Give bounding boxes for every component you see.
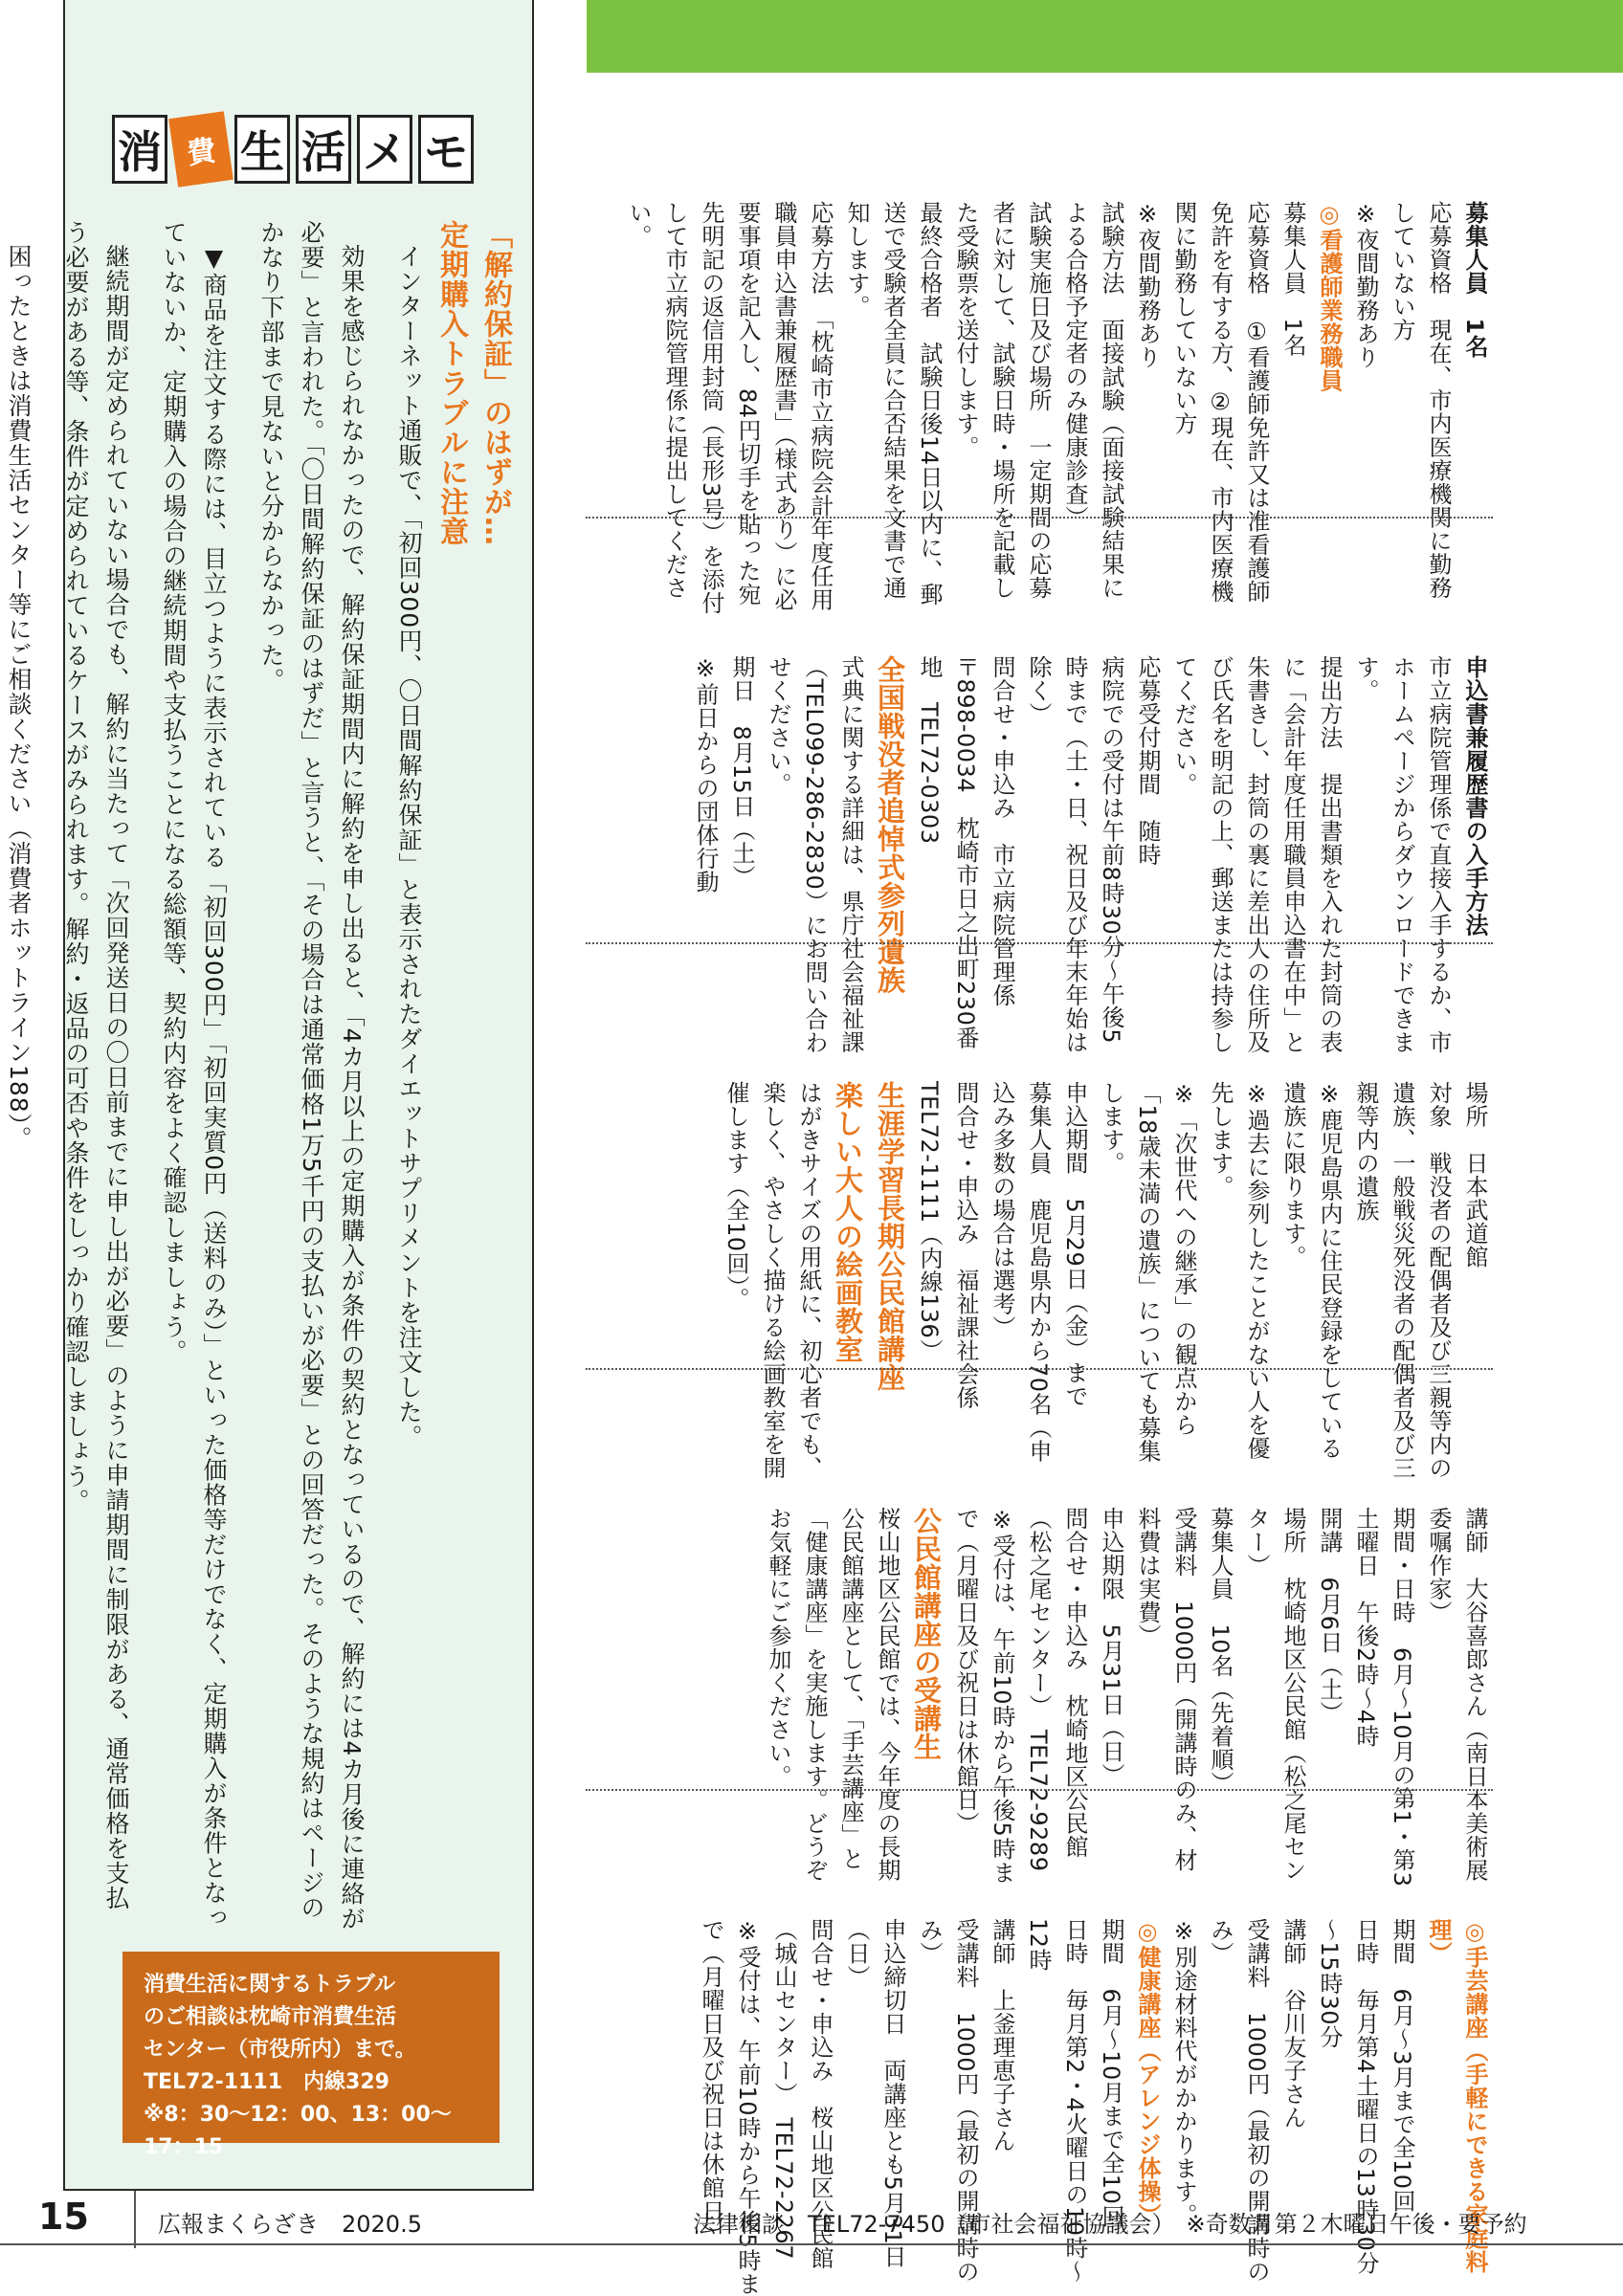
text-line: 募集人員 10名（先着順） [1207,1507,1234,1796]
text-line: 最終合格者 試験日後14日以内に、郵送で受験者全員に合否結果を文書で通知します。 [843,201,943,607]
notice-line: 消費生活に関するトラブル [144,1973,396,1997]
top-green-band [587,0,1623,73]
memorial-and-painting-section [586,1081,1493,1483]
text-line: 場所 枕崎地区公民館（松之尾センター） [1243,1507,1306,1882]
memo-headline: 「解約保証」のはずが… [478,220,512,546]
text-line: 試験方法 面接試験（面接試験結果による合格予定者のみ健康診査） [1061,201,1124,600]
notice-line: のご相談は枕崎市消費生活 [144,2005,397,2029]
text-line: 問合せ・申込み 福祉課社会係 TEL72-1111（内線136） [916,1081,979,1433]
course-details-section [586,1918,1493,2296]
text-line: 応募資格 現在、市内医療機関に勤務していない方 [1389,201,1452,600]
article-title: 楽しい大人の絵画教室 [832,1081,864,1363]
text-line: 受講料 1000円（最初の開講時のみ） [1207,1918,1270,2284]
memo-paragraph: 困ったときは消費生活センター等にご相談ください（消費者ホットライン188）。 [5,244,33,1152]
consultation-notice [122,1952,500,2159]
text-line: 受講料 1000円（開講時のみ、材料費は実費） [1134,1507,1197,1872]
text-line: 市立病院管理係で直接入手するか、市ホームページからダウンロードできます。 [1352,655,1452,1054]
subheading: ◎健康講座（アレンジ体操） [1134,1918,1161,2227]
memo-headline: 定期購入トラブルに注意 [434,220,468,546]
text-line: 申込締切日 両講座とも5月31日（日） [843,1918,906,2268]
section-divider [586,1789,1493,1791]
memo-title-char: 費 [168,111,233,187]
text-line: 日時 毎月第4土曜日の13時30分～15時30分 [1316,1918,1379,2275]
text-line: 申込期間 5月29日（金）まで [1061,1081,1088,1408]
text-line: ※過去に参列したことがない人を優先します。 [1207,1081,1270,1460]
text-line: 〒898-0034 枕崎市日之出町230番地 TEL72-0303 [916,655,979,1049]
text-line: ※受付は、午前10時から午後5時まで（月曜日及び祝日は休館日） [952,1507,1015,1885]
text-line: 式典に関する詳細は、県庁社会福祉課（TEL099-286-2830）にお問い合わせください。 [765,655,864,1054]
section-divider [586,517,1493,519]
memo-title-char: 活 [296,115,351,184]
text-line: ※鹿児島県内に住民登録をしている遺族に限ります。 [1279,1081,1343,1460]
text-line: 試験実施日及び場所 一定期間の応募者に対して、試験日時・場所を記載した受験票を送付します。 [952,201,1052,600]
text-line: 問合せ・申込み 桜山地区公民館（城山センター） TEL72-2267 [770,1918,834,2270]
memo-article [5,220,517,1932]
memo-paragraph: ▼商品を注文する際には、目立つように表示されている「初回300円」「初回実質0円（送料のみ）」といった価格等だけでなく、定期購入が条件となっていないか、定期購入の場合の継続期間や支払うことになる総額等、契約内容をよく確認しましょう。 [160,220,228,1931]
text-line: 講師 大谷喜郎さん（南日本美術展委嘱作家） [1425,1507,1488,1882]
text-line: 提出方法 提出書類を入れた封筒の表に「会計年度任用職員申込書在中」と朱書きし、封筒の裏に差出人の住所及び氏名を明記の上、郵送または持参してください。 [1170,655,1343,1054]
text-line: 問合せ・申込み 市立病院管理係 [989,655,1015,1007]
text-line: 期間・日時 6月～10月の第1・第3土曜日 午後2時～4時 [1352,1507,1415,1888]
text-line: はがきサイズの用紙に、初心者でも、楽しく、やさしく描ける絵画教室を開催します（全10回）。 [723,1081,822,1480]
memo-paragraph: 継続期間が定められていない場合でも、解約に当たって「次回発送日の〇日前までに申し出が必要」のように申請期間に制限がある、通常価格を支払う必要がある等、条件が定められているケースがみられます。解約・返品の可否や条件をしっかり確認しましょう。 [62,220,130,1910]
text-line: 応募資格 ①看護師免許又は准看護師免許を有する方、②現在、市内医療機関に勤務していない方 [1170,201,1270,604]
memo-title [112,115,485,191]
text-line: 病院での受付は午前8時30分～午後5時まで（土・日、祝日及び年末年始は除く） [1025,655,1124,1054]
text-line: 募集人員 1名 [1279,201,1306,357]
text-line: 応募受付期間 随時 [1134,655,1161,867]
subheading: ◎手芸講座（手軽にできる家庭料理） [1425,1918,1488,2274]
text-line: ※夜間勤務あり [1134,201,1161,369]
section-divider [586,942,1493,944]
footer-separator [134,2191,136,2248]
text-line: 応募方法 「枕崎市立病院会計年度任用職員申込書兼履歴書」（様式あり）に必要事項を記入し、84円切手を貼った宛先明記の返信用封筒（長形3号）を添付して市立病院管理係に提出してください。 [625,201,834,615]
article-title: 公民館講座の受講生 [910,1507,943,1761]
text-line: 申込期限 5月31日（日） [1098,1507,1124,1787]
page-number: 15 [38,2196,89,2238]
memo-paragraph: インターネット通販で、「初回300円、〇日間解約保証」と表示されたダイエットサプリメントを注文した。 [395,244,423,1450]
text-line: 講師 上釜理恵子さん [989,1918,1015,2152]
notice-hours: ※8：30～12：00、13：00～17：15 [144,2103,452,2159]
text-line: 申込書兼履歴書の入手方法 [1461,655,1488,937]
application-and-memorial-section [586,655,1493,1057]
memo-title-char: 生 [234,115,290,184]
notice-line: センター（市役所内）まで。 [144,2038,416,2062]
text-line: 問合せ・申込み 枕崎地区公民館（松之尾センター） TEL72-9289 [1025,1507,1088,1872]
memo-paragraph: 効果を感じられなかったので、解約保証期間内に解約を申し出ると、「4カ月以上の定期購入が条件の契約となっているので、解約には4カ月後に連絡が必要」と言われた。「〇日間解約保証のはずだ」と言うと、「その場合は通常価格1万5千円の支払いが必要」との回答だった。そのような規約はページのかなり下部まで見ないと分からなかった。 [257,220,366,1932]
text-line: 期間 6月～3月まで全10回 [1389,1918,1415,2214]
text-line: ※夜間勤務あり [1352,201,1379,369]
text-line: ※「次世代への継承」の観点から「18歳未満の遺族」についても募集します。 [1098,1081,1197,1464]
text-line: 受講料 1000円（最初の開講時のみ） [916,1918,979,2284]
memo-title-char: 消 [112,115,167,184]
article-title: 生涯学習長期公民館講座 [874,1081,906,1392]
text-line: ※受付は、午前10時から午後5時まで（月曜日及び祝日は休館日） [698,1918,761,2296]
section-divider [586,1368,1493,1370]
subheading: ◎看護師業務職員 [1316,201,1343,392]
text-line: 講師 谷川友子さん [1279,1918,1306,2130]
text-line: 募集人員 1名 [1461,201,1488,359]
footer-rule [0,2243,1623,2245]
text-line: ※別途材料代がかかります。 [1170,1918,1197,2227]
memo-title-char: メ [357,115,412,184]
text-line: 場所 日本武道館 [1461,1081,1488,1269]
text-line: 対象 戦没者の配偶者及び三親等内の遺族、一般戦災死没者の配偶者及び三親等内の遺族 [1352,1081,1452,1480]
text-line: 期間 6月～10月まで全10回 [1098,1918,1124,2228]
notice-phone: TEL72-1111 内線329 [144,2070,389,2094]
recruitment-section [586,201,1493,622]
text-line: 開講 6月6日（土） [1316,1507,1343,1725]
text-line: 桜山地区公民館では、今年度の長期公民館講座として、「手芸講座」と「健康講座」を実施します。どうぞお気軽にご参加ください。 [765,1507,900,1882]
publication-name: 広報まくらざき 2020.5 [158,2211,422,2238]
legal-consultation-info: 法律相談 TEL72-7450（市社会福祉協議会） ※奇数月第２木曜日午後・要予約 [693,2211,1527,2238]
article-title: 全国戦没者追悼式参列遺族 [874,655,906,994]
text-line: 期日 8月15日（土） [728,655,755,889]
painting-and-course-section [586,1507,1493,1889]
memo-title-char: モ [418,115,474,184]
text-line: ※前日からの団体行動 [692,655,719,894]
text-line: 日時 毎月第2・4火曜日の10時～12時 [1025,1918,1088,2284]
text-line: 募集人員 鹿児島県内から70名（申込み多数の場合は選考） [989,1081,1052,1464]
